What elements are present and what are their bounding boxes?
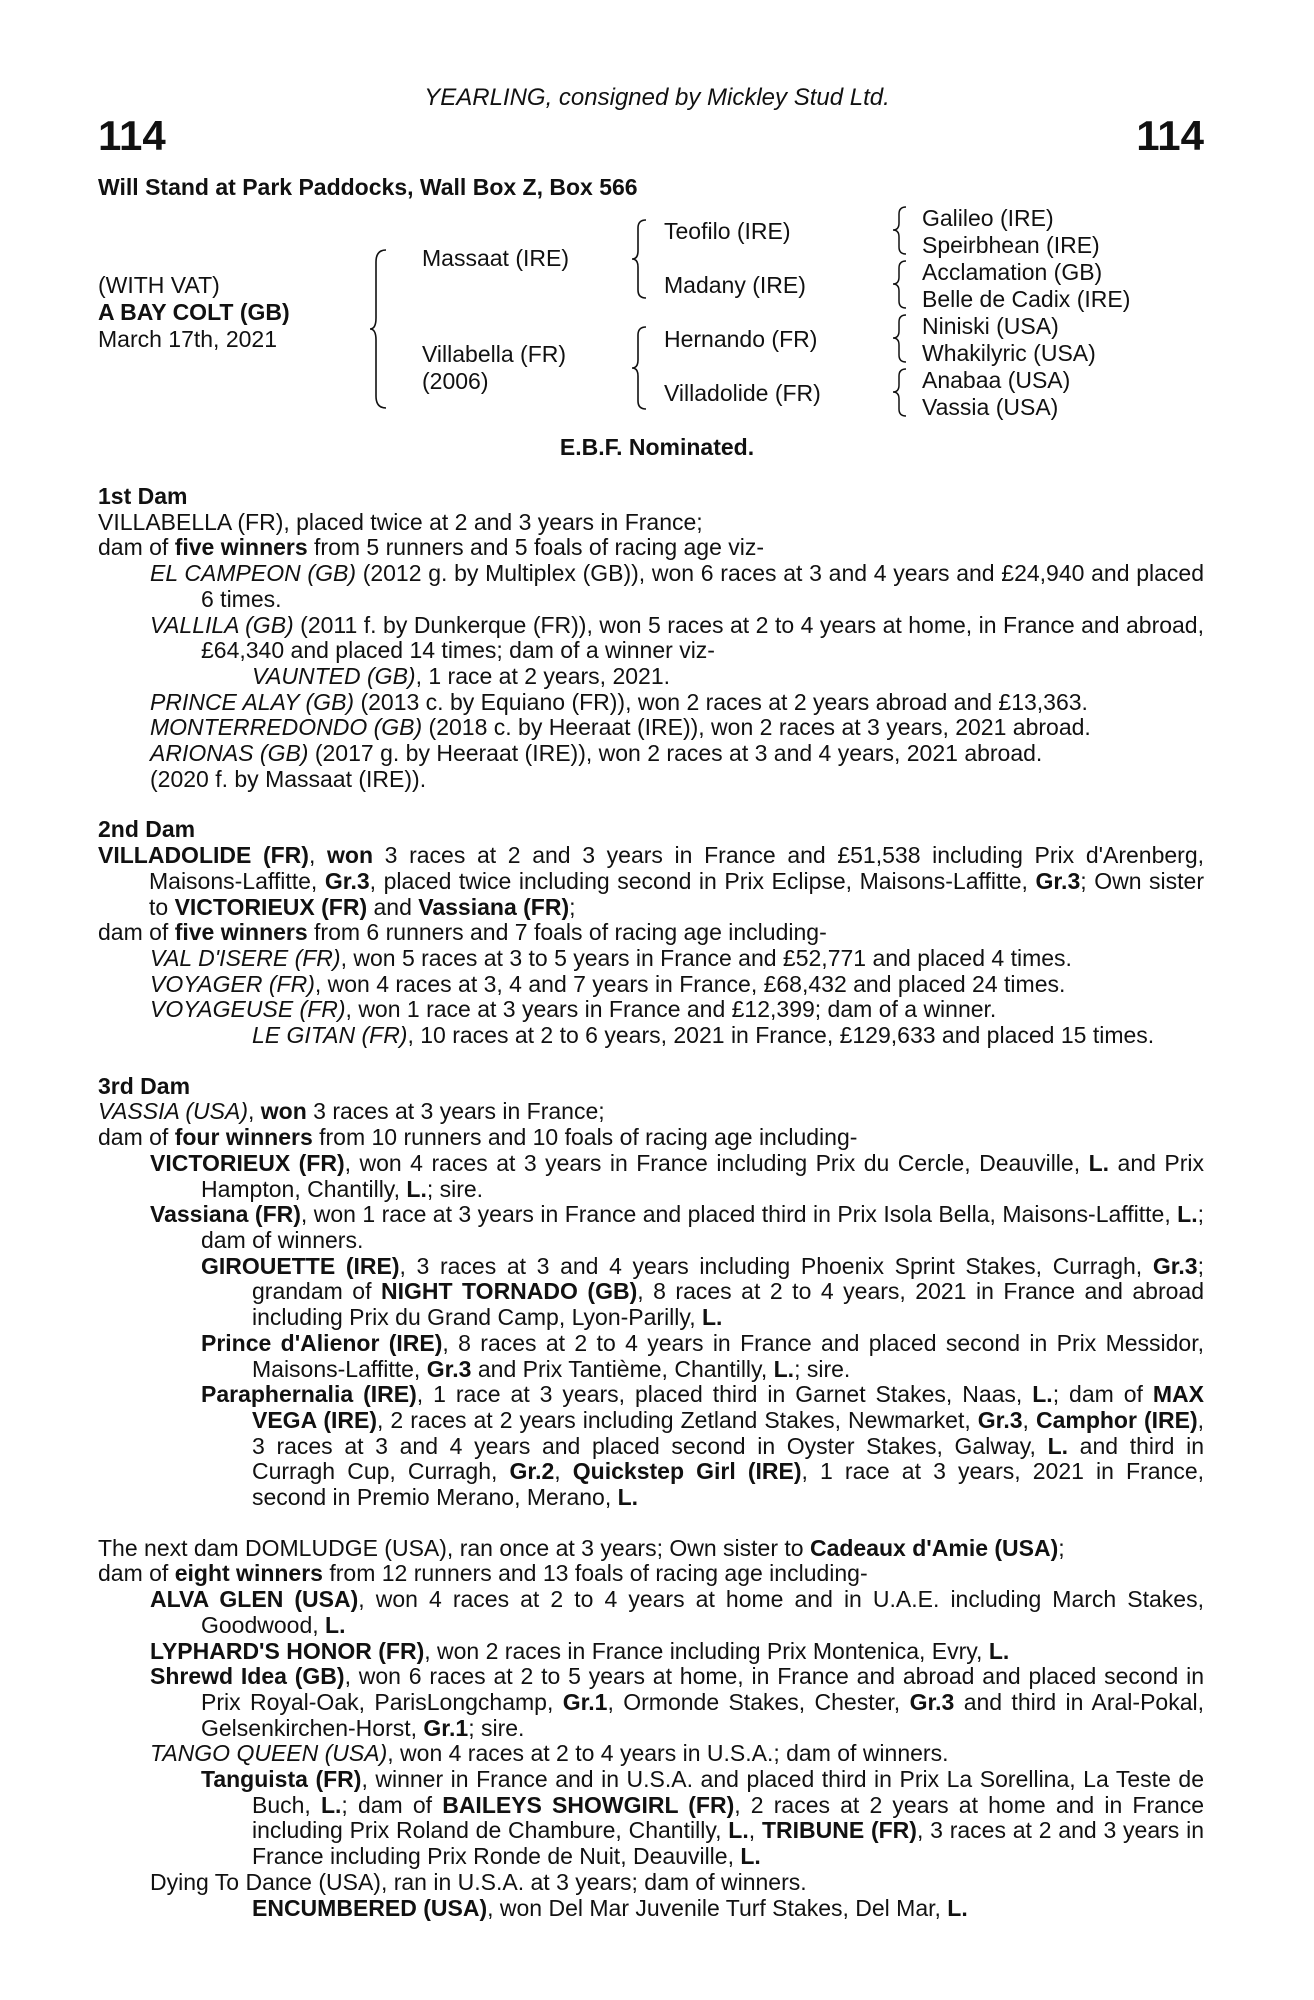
third-dam-produce: dam of four winners from 10 runners and 10 foals of racing age including-: [98, 1124, 858, 1151]
third-dam-line: VASSIA (USA), won 3 races at 3 years in France;: [98, 1098, 605, 1125]
second-dam-heading: 2nd Dam: [98, 816, 196, 843]
produce-entry: VAUNTED (GB), 1 race at 2 years, 2021.: [252, 662, 671, 689]
produce-entry: Prince d'Alienor (IRE), 8 races at 2 to 4 years in France and placed second in Prix Messidor, Maisons-Laffitte, Gr.3 and Prix Tantième, Chantilly, L.; sire.: [201, 1329, 1204, 1382]
ebf-nominated: E.B.F. Nominated.: [559, 434, 755, 460]
dam-dam: Villadolide (FR): [664, 380, 821, 406]
lot-number-right: 114: [1136, 112, 1204, 159]
sire-sire: Teofilo (IRE): [664, 218, 791, 244]
produce-entry: MONTERREDONDO (GB) (2018 c. by Heeraat (IRE)), won 2 races at 3 years, 2021 abroad.: [150, 714, 1091, 741]
first-dam-heading: 1st Dam: [98, 483, 188, 509]
produce-entry: ALVA GLEN (USA), won 4 races at 2 to 4 years at home and in U.A.E. including March Stakes, Goodwood, L.: [150, 1586, 1204, 1638]
next-dam-produce: dam of eight winners from 12 runners and 13 foals of racing age including-: [98, 1560, 868, 1587]
g3-1: Galileo (IRE): [922, 205, 1054, 231]
produce-entry: ARIONAS (GB) (2017 g. by Heeraat (IRE)), won 2 races at 3 and 4 years, 2021 abroad.: [150, 740, 1043, 767]
sire-dam: Madany (IRE): [664, 272, 806, 298]
vat-note: (WITH VAT): [98, 272, 220, 298]
catalogue-body: [98, 484, 1204, 1921]
g3-6: Whakilyric (USA): [922, 340, 1096, 366]
foaling-date: March 17th, 2021: [98, 326, 278, 352]
pedigree-brace-main: [368, 248, 390, 410]
next-dam-line: The next dam DOMLUDGE (USA), ran once at 3 years; Own sister to Cadeaux d'Amie (USA);: [98, 1534, 1065, 1561]
produce-entry: VALLILA (GB) (2011 f. by Dunkerque (FR)), won 5 races at 2 to 4 years at home, in France and abroad, £64,340 and placed 14 times; dam of a winner viz-: [150, 611, 1204, 664]
second-dam-line: VILLADOLIDE (FR), won 3 races at 2 and 3 years in France and £51,538 including Prix d'Arenberg, Maisons-Laffitte, Gr.3, placed twice including second in Prix Eclipse, Maisons-Laffitte, Gr.3; Own sister to VICTORIEUX (FR) and Vassiana (FR);: [98, 842, 1205, 920]
dam-year: (2006): [422, 368, 489, 394]
third-dam-heading: 3rd Dam: [98, 1072, 191, 1099]
produce-entry: VOYAGEUSE (FR), won 1 race at 3 years in France and £12,399; dam of a winner.: [150, 996, 997, 1023]
dam: Villabella (FR): [422, 341, 567, 367]
g3-3: Acclamation (GB): [922, 259, 1103, 285]
first-dam-produce: dam of five winners from 5 runners and 5 foals of racing age viz-: [98, 534, 765, 561]
dam-sire: Hernando (FR): [664, 326, 818, 352]
pedigree-brace-dam: [630, 325, 650, 411]
page-header: YEARLING, consigned by Mickley Stud Ltd.: [424, 84, 890, 111]
produce-entry: VICTORIEUX (FR), won 4 races at 3 years in France including Prix du Cercle, Deauville, L. and Prix Hampton, Chantilly, L.; sire.: [150, 1149, 1205, 1202]
produce-entry: PRINCE ALAY (GB) (2013 c. by Equiano (FR)), won 2 races at 2 years abroad and £13,363.: [150, 688, 1088, 715]
produce-entry: LYPHARD'S HONOR (FR), won 2 races in France including Prix Montenica, Evry, L.: [150, 1637, 1010, 1664]
sire: Massaat (IRE): [422, 245, 569, 271]
second-dam-produce: dam of five winners from 6 runners and 7 foals of racing age including-: [98, 919, 827, 946]
stand-location: Will Stand at Park Paddocks, Wall Box Z, Box 566: [98, 174, 638, 200]
g3-7: Anabaa (USA): [922, 367, 1071, 393]
g3-5: Niniski (USA): [922, 313, 1059, 339]
g3-2: Speirbhean (IRE): [922, 232, 1100, 258]
produce-entry: GIROUETTE (IRE), 3 races at 3 and 4 years including Phoenix Sprint Stakes, Curragh, Gr.3; grandam of NIGHT TORNADO (GB), 8 races at 2 to 4 years, 2021 in France and abroad including Prix du Grand Camp, Lyon-Parilly, L.: [201, 1252, 1204, 1331]
produce-entry: Dying To Dance (USA), ran in U.S.A. at 3 years; dam of winners.: [150, 1868, 807, 1895]
produce-entry: Paraphernalia (IRE), 1 race at 3 years, placed third in Garnet Stakes, Naas, L.; dam of MAX VEGA (IRE), 2 races at 2 years including Zetland Stakes, Newmarket, Gr.3, Camphor (IRE), 3 races at 3 and 4 years and placed second in Oyster Stakes, Galway, L. and third in Curragh Cup, Curragh, Gr.2, Quickstep Girl (IRE), 1 race at 3 years, 2021 in France, second in Premio Merano, Merano, L.: [201, 1381, 1205, 1511]
produce-entry: Vassiana (FR), won 1 race at 3 years in France and placed third in Prix Isola Bella, Maisons-Laffitte, L.; dam of winners.: [150, 1201, 1205, 1253]
pedigree-brace-sire: [630, 218, 650, 300]
pedigree-braces-g3: [890, 205, 910, 419]
produce-entry: VOYAGER (FR), won 4 races at 3, 4 and 7 years in France, £68,432 and placed 24 times.: [150, 970, 1066, 997]
produce-entry: Tanguista (FR), winner in France and in U.S.A. and placed third in Prix La Sorellina, La Teste de Buch, L.; dam of BAILEYS SHOWGIRL (FR), 2 races at 2 years at home and in France including Prix Roland de Chambure, Chantilly, L., TRIBUNE (FR), 3 races at 2 and 3 years in France including Prix Ronde de Nuit, Deauville, L.: [201, 1766, 1204, 1870]
produce-entry: EL CAMPEON (GB) (2012 g. by Multiplex (GB)), won 6 races at 3 and 4 years and £24,940 and placed 6 times.: [150, 560, 1204, 612]
produce-entry: LE GITAN (FR), 10 races at 2 to 6 years, 2021 in France, £129,633 and placed 15 times.: [252, 1022, 1155, 1049]
lot-number-left: 114: [98, 112, 166, 159]
produce-entry: TANGO QUEEN (USA), won 4 races at 2 to 4 years in U.S.A.; dam of winners.: [150, 1740, 949, 1767]
first-dam-line: VILLABELLA (FR), placed twice at 2 and 3 years in France;: [98, 508, 703, 535]
produce-entry: VAL D'ISERE (FR), won 5 races at 3 to 5 years in France and £52,771 and placed 4 times.: [150, 944, 1072, 971]
g3-4: Belle de Cadix (IRE): [922, 286, 1131, 312]
lot-name: A BAY COLT (GB): [98, 299, 290, 325]
produce-entry: ENCUMBERED (USA), won Del Mar Juvenile Turf Stakes, Del Mar, L.: [252, 1894, 968, 1921]
g3-8: Vassia (USA): [922, 394, 1059, 420]
produce-entry: Shrewd Idea (GB), won 6 races at 2 to 5 years at home, in France and abroad and placed second in Prix Royal-Oak, ParisLongchamp, Gr.1, Ormonde Stakes, Chester, Gr.3 and third in Aral-Pokal, Gelsenkirchen-Horst, Gr.1; sire.: [150, 1663, 1205, 1741]
produce-entry: (2020 f. by Massaat (IRE)).: [150, 765, 427, 792]
